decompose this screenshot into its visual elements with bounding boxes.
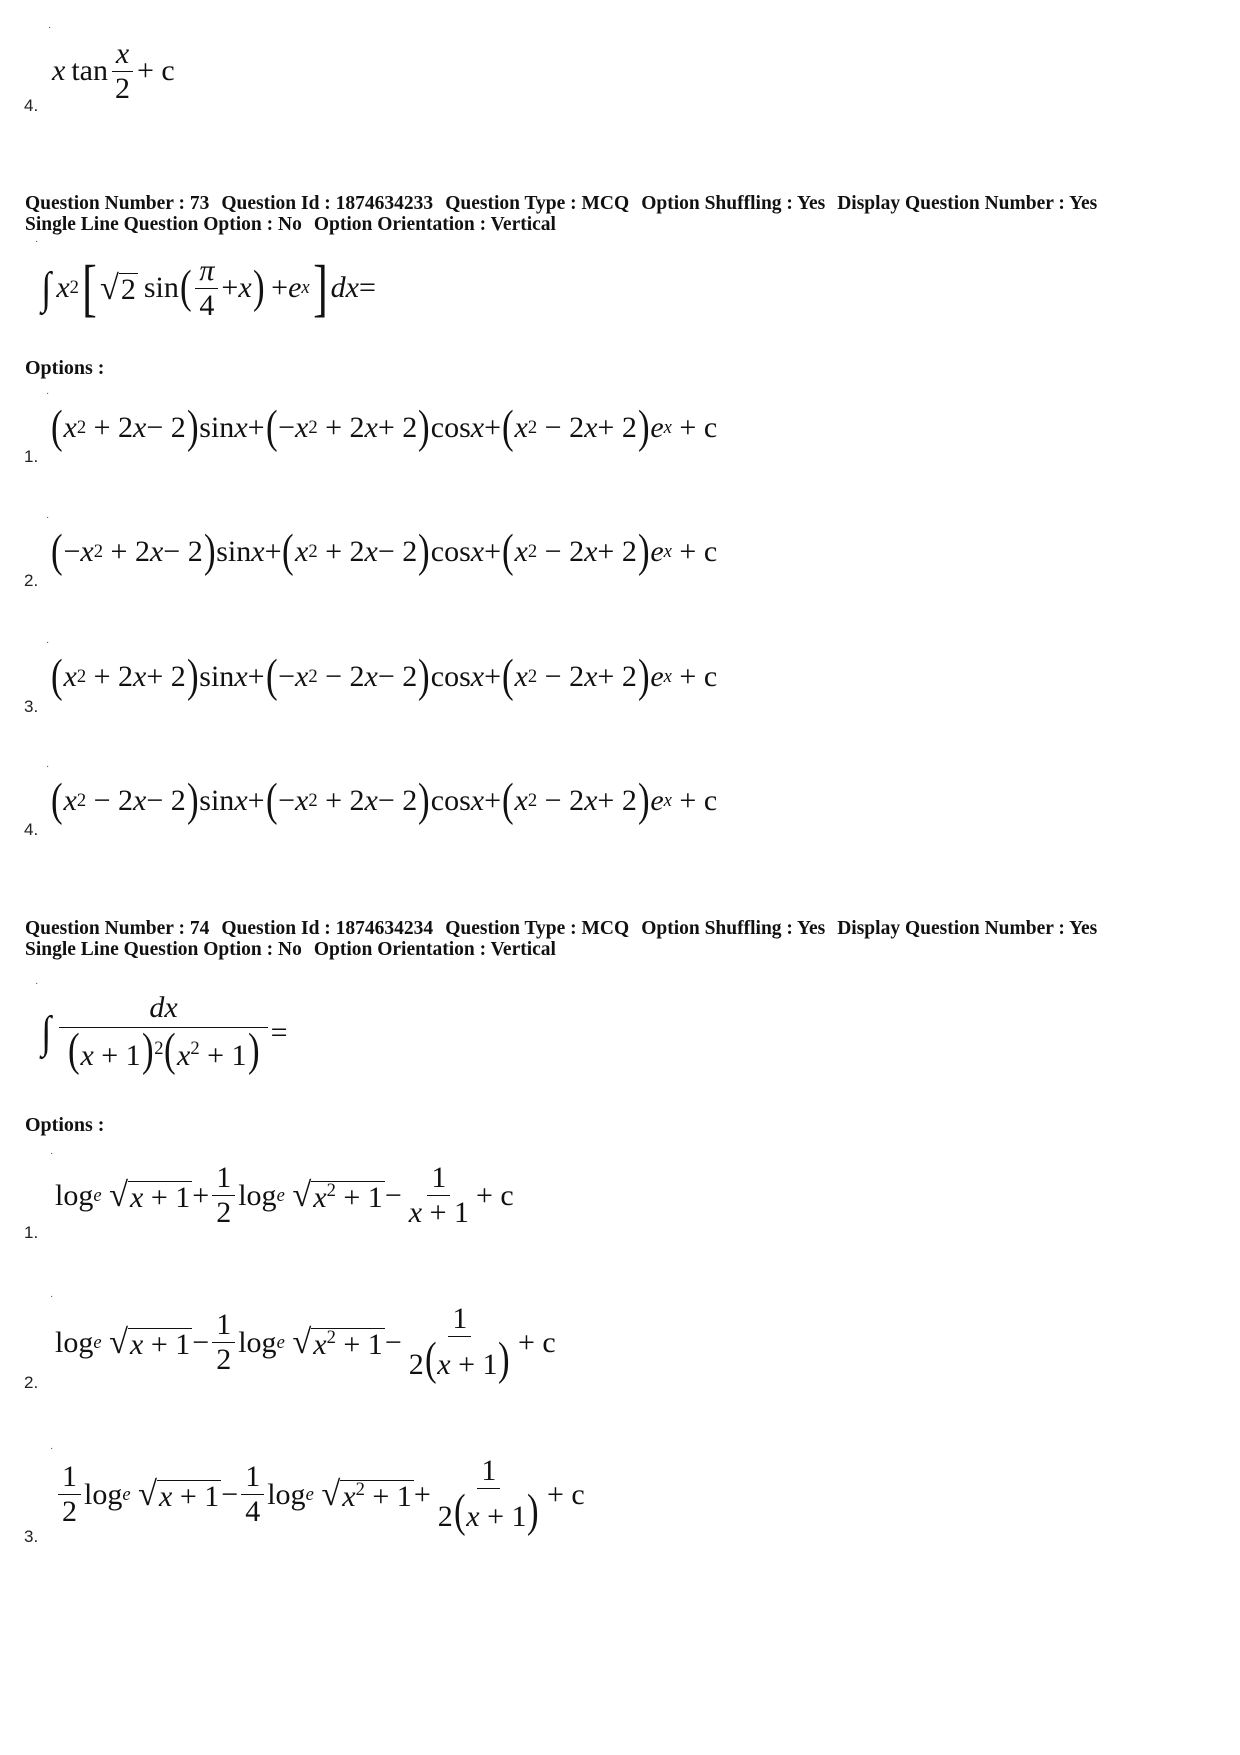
q74-option-3-number: 3.: [24, 1527, 39, 1546]
option-marker-dot: ·: [48, 22, 52, 33]
q74-options-label: Options :: [25, 1114, 105, 1136]
q73-meta-line-1: Question Number : 73 Question Id : 1874634233 Question Type : MCQ Option Shuffling : Yes Display Question Number : Yes: [25, 193, 1098, 214]
option-marker-dot: ·: [50, 1148, 54, 1159]
option-marker-dot: ·: [46, 637, 50, 648]
q73-option-2-formula[interactable]: ( − x 2 + 2 x − 2 ) sin x + ( x 2 + 2 x − 2 ) cos x + ( x 2 − 2 x + 2 ) e x + c: [50, 526, 718, 578]
q74-option-2-number: 2.: [24, 1373, 39, 1392]
option-marker-dot: ·: [46, 388, 50, 399]
q73-options-label: Options :: [25, 357, 105, 379]
q73-option-2-number: 2.: [24, 571, 39, 590]
fraction: $\frac{x}{2}$: [111, 39, 134, 104]
q74-question-formula: ∫ $\frac{dx}{(x + 1)^2(x^2 + 1)}$ =: [41, 991, 288, 1077]
q74-option-1-formula[interactable]: log e √ x + 1 + $\frac{1}{2}$ log e √ $x^2 + 1$ − $\frac{1}{x + 1}$ + c: [55, 1161, 514, 1229]
option-marker-dot: ·: [50, 1291, 54, 1302]
q73-option-4-formula[interactable]: ( x 2 − 2 x − 2 ) sin x + ( − x 2 + 2 x − 2 ) cos x + ( x 2 − 2 x + 2 ) e x + c: [50, 775, 718, 827]
q73-option-1-number: 1.: [24, 447, 39, 466]
option-marker-dot: ·: [46, 761, 50, 772]
q73-question-formula: ∫ x 2 [ √ 2 sin ( $\frac{\pi}{4}$ + x ) + e x ] dx =: [41, 252, 376, 323]
q74-meta-line-1: Question Number : 74 Question Id : 1874634234 Question Type : MCQ Option Shuffling : Yes Display Question Number : Yes: [25, 918, 1098, 939]
q74-option-3-formula[interactable]: $\frac{1}{2}$ log e √ x + 1 − $\frac{1}{4}$ log e √ $x^2 + 1$ + $\frac{1}{2(x + 1)}$ + c: [55, 1452, 585, 1537]
prev-option-number: 4.: [24, 96, 39, 115]
q73-meta-line-2: Single Line Question Option : No Option Orientation : Vertical: [25, 214, 556, 235]
q74-meta-line-2: Single Line Question Option : No Option Orientation : Vertical: [25, 939, 556, 960]
math-fn: tan: [71, 54, 108, 87]
q73-option-4-number: 4.: [24, 820, 39, 839]
prev-option-4-formula: [52, 36, 175, 106]
q73-option-3-formula[interactable]: ( x 2 + 2 x + 2 ) sin x + ( − x 2 − 2 x − 2 ) cos x + ( x 2 − 2 x + 2 ) e x + c: [50, 651, 718, 703]
question-marker-dot: ·: [35, 236, 39, 247]
option-marker-dot: ·: [46, 512, 50, 523]
question-marker-dot: ·: [35, 978, 39, 989]
math-var: x: [52, 54, 66, 87]
q73-option-1-formula[interactable]: ( x 2 + 2 x − 2 ) sin x + ( − x 2 + 2 x + 2 ) cos x + ( x 2 − 2 x + 2 ) e x + c: [50, 402, 718, 454]
option-marker-dot: ·: [50, 1443, 54, 1454]
q73-option-3-number: 3.: [24, 697, 39, 716]
q74-option-1-number: 1.: [24, 1223, 39, 1242]
math-tail: + c: [136, 54, 175, 87]
q74-option-2-formula[interactable]: log e √ x + 1 − $\frac{1}{2}$ log e √ $x^2 + 1$ − $\frac{1}{2(x + 1)}$ + c: [55, 1302, 556, 1386]
